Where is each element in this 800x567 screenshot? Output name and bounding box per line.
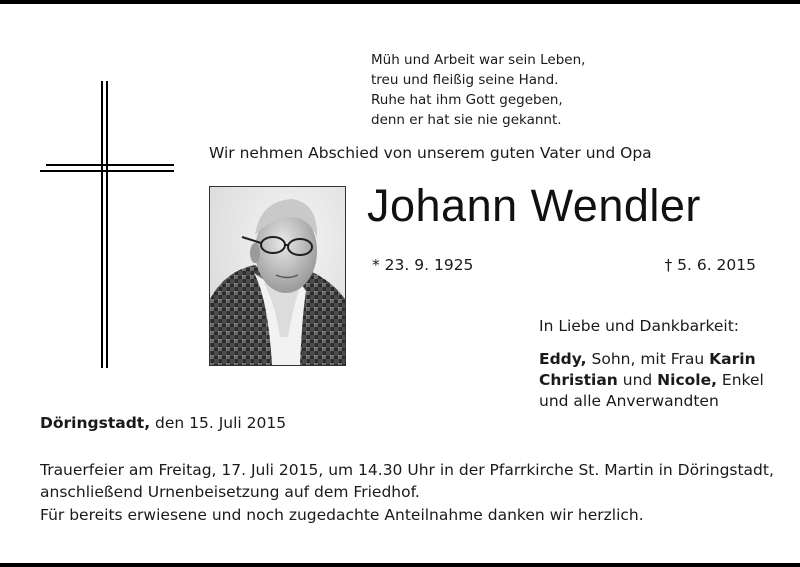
poem	[371, 50, 585, 130]
family-member-name: Nicole,	[657, 371, 717, 389]
poem-line: treu und fleißig seine Hand.	[371, 72, 559, 88]
family-relation: und	[617, 371, 658, 389]
death-date: † 5. 6. 2015	[664, 256, 756, 274]
family-line	[539, 349, 764, 370]
cross-horizontal-line	[46, 164, 174, 166]
family-relation: Enkel	[717, 371, 764, 389]
family-member-name: Karin	[709, 350, 756, 368]
poem-line: denn er hat sie nie gekannt.	[371, 112, 562, 128]
family-member-name: Eddy,	[539, 350, 587, 368]
place-date	[40, 414, 286, 432]
place-name: Döringstadt,	[40, 414, 151, 432]
birth-date: * 23. 9. 1925	[372, 256, 474, 274]
cross-horizontal-line	[40, 170, 174, 172]
deceased-name: Johann Wendler	[367, 180, 701, 231]
notice-date: den 15. Juli 2015	[150, 414, 287, 432]
family-line	[539, 370, 764, 391]
intro-text: Wir nehmen Abschied von unserem guten Vater und Opa	[209, 144, 652, 162]
ceremony-info	[40, 459, 774, 503]
family-list	[539, 349, 764, 412]
portrait-image	[210, 187, 345, 365]
portrait-photo	[209, 186, 346, 366]
family-line: und alle Anverwandten	[539, 392, 719, 410]
ceremony-line: Trauerfeier am Freitag, 17. Juli 2015, um 14.30 Uhr in der Pfarrkirche St. Martin in Döringstadt,	[40, 461, 774, 479]
family-member-name: Christian	[539, 371, 618, 389]
poem-line: Ruhe hat ihm Gott gegeben,	[371, 92, 563, 108]
poem-line: Müh und Arbeit war sein Leben,	[371, 52, 586, 68]
cross-vertical-line	[101, 81, 103, 368]
cross-vertical-line	[106, 81, 108, 368]
gratitude-text: Für bereits erwiesene und noch zugedachte Anteilnahme danken wir herzlich.	[40, 506, 644, 524]
family-relation: Sohn, mit Frau	[586, 350, 710, 368]
thanks-heading: In Liebe und Dankbarkeit:	[539, 317, 740, 335]
ceremony-line: anschließend Urnenbeisetzung auf dem Friedhof.	[40, 483, 420, 501]
